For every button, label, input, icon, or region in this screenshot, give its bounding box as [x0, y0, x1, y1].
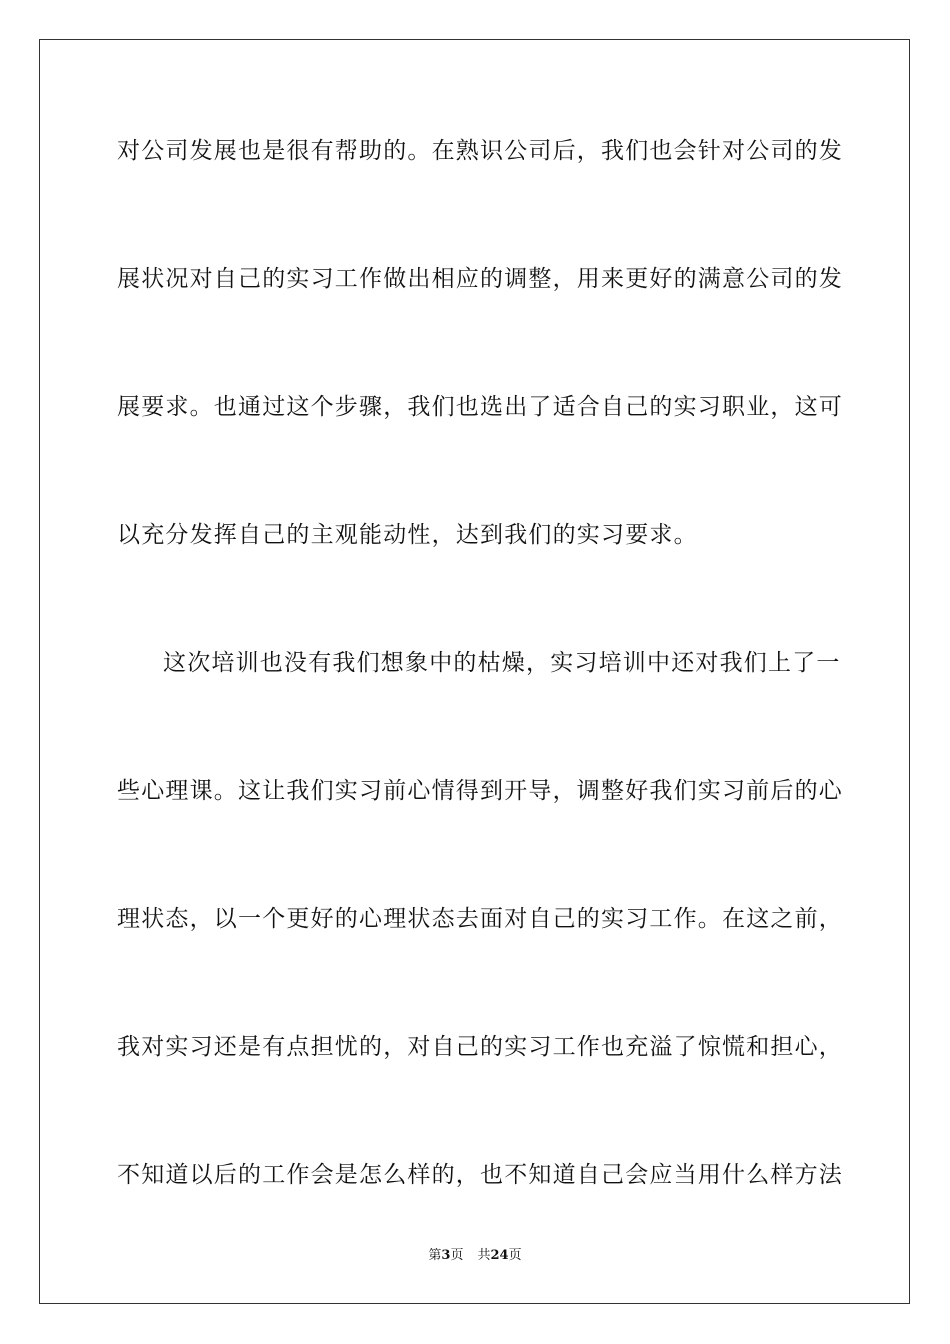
document-body	[117, 122, 843, 1274]
body-line: 以充分发挥自己的主观能动性，达到我们的实习要求。	[117, 522, 698, 548]
body-line: 展要求。也通过这个步骤，我们也选出了适合自己的实习职业，这可	[117, 394, 843, 420]
body-line: 理状态，以一个更好的心理状态去面对自己的实习工作。在这之前，	[117, 906, 843, 932]
page-suffix: 页	[450, 1248, 464, 1263]
total-pages: 24	[490, 1248, 509, 1263]
body-line: 展状况对自己的实习工作做出相应的调整，用来更好的满意公司的发	[117, 266, 843, 292]
body-line: 些心理课。这让我们实习前心情得到开导，调整好我们实习前后的心	[117, 778, 843, 804]
page-footer	[0, 1246, 950, 1266]
body-line: 对公司发展也是很有帮助的。在熟识公司后，我们也会针对公司的发	[117, 138, 843, 164]
body-line: 我对实习还是有点担忧的，对自己的实习工作也充溢了惊慌和担心，	[117, 1034, 843, 1060]
total-prefix: 共	[477, 1248, 491, 1263]
body-line: 不知道以后的工作会是怎么样的，也不知道自己会应当用什么样方法	[117, 1162, 843, 1188]
total-suffix: 页	[508, 1248, 522, 1263]
page-number: 3	[441, 1248, 451, 1263]
paragraph-start-line: 这次培训也没有我们想象中的枯燥，实习培训中还对我们上了一	[163, 650, 841, 676]
page-prefix: 第	[428, 1248, 442, 1263]
